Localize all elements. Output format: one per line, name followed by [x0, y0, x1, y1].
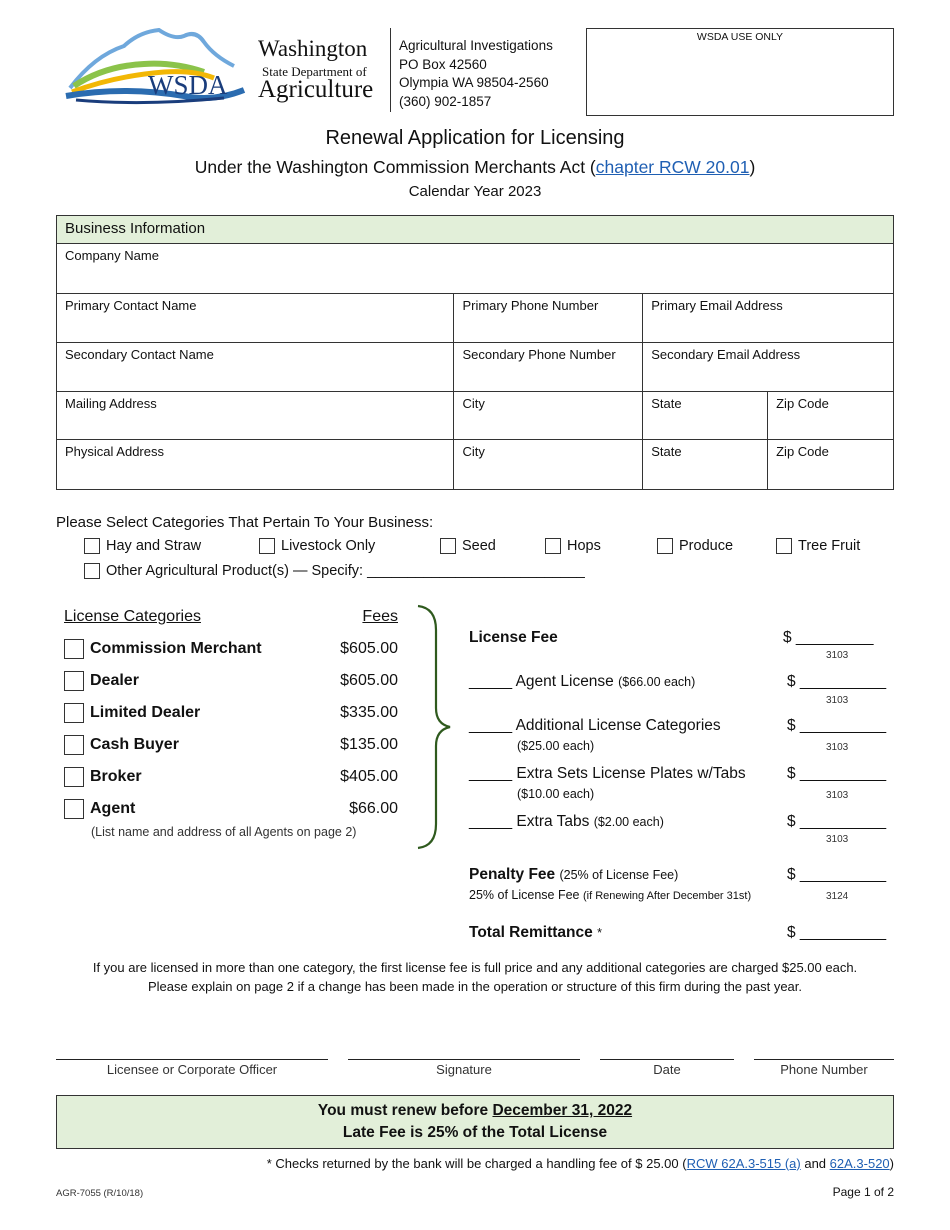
- business-info-header: Business Information: [57, 216, 894, 244]
- phone-line[interactable]: [754, 1059, 894, 1060]
- license-limited-dealer[interactable]: [64, 703, 398, 723]
- form-subtitle: [0, 157, 950, 178]
- org-name-line3: Agriculture: [258, 76, 374, 103]
- mailing-state-field[interactable]: State: [643, 392, 768, 440]
- use-only-label: WSDA USE ONLY: [696, 31, 784, 43]
- category-tree-fruit[interactable]: [776, 538, 860, 554]
- subtitle-close: ): [749, 157, 756, 177]
- signature-line[interactable]: [348, 1059, 580, 1060]
- address-line: PO Box 42560: [399, 56, 487, 72]
- extra-plates-rate: ($10.00 each): [517, 787, 595, 801]
- license-categories-heading: License Categories: [64, 608, 201, 625]
- mailing-address-field[interactable]: Mailing Address: [57, 392, 454, 440]
- subtitle-text: Under the Washington Commission Merchants Act (: [194, 157, 596, 177]
- license-fee: $605.00: [340, 672, 398, 689]
- rcw-520-link[interactable]: 62A.3-520: [829, 1156, 890, 1171]
- license-commission-merchant[interactable]: [64, 639, 398, 659]
- agent-license-amount[interactable]: $ __________: [787, 673, 887, 690]
- penalty-note-text: 25% of License Fee: [469, 888, 580, 902]
- penalty-fee-amount[interactable]: $ __________: [787, 866, 887, 883]
- officer-line[interactable]: [56, 1059, 328, 1060]
- extra-plates-label: Extra Sets License Plates w/Tabs: [516, 765, 746, 782]
- checkbox[interactable]: [64, 703, 84, 723]
- penalty-note: [469, 888, 751, 902]
- renewal-deadline: December 31, 2022: [492, 1102, 633, 1119]
- officer-label: Licensee or Corporate Officer: [106, 1062, 278, 1077]
- checks-note: [267, 1156, 894, 1171]
- address-line: Olympia WA 98504-2560: [399, 75, 549, 90]
- calendar-year: [0, 183, 950, 200]
- penalty-fee-code: 3124: [826, 891, 849, 902]
- license-fee-code: 3103: [826, 650, 849, 661]
- extra-plates-amount[interactable]: $ __________: [787, 765, 887, 782]
- additional-categories-rate: ($25.00 each): [517, 739, 595, 753]
- physical-state-field[interactable]: State: [643, 440, 768, 490]
- category-label: Livestock Only: [281, 538, 376, 554]
- category-other-label: Other Agricultural Product(s) — Specify: ___________________________: [106, 563, 585, 579]
- notes: [0, 958, 950, 996]
- secondary-email-field[interactable]: Secondary Email Address: [643, 343, 894, 392]
- license-name: Broker: [90, 768, 142, 786]
- business-info-table: [56, 215, 894, 490]
- categories-prompt: Please Select Categories That Pertain To Your Business:: [56, 514, 434, 531]
- license-name: Cash Buyer: [90, 736, 179, 754]
- license-cash-buyer[interactable]: [64, 735, 398, 755]
- checkbox[interactable]: [64, 767, 84, 787]
- category-seed[interactable]: [440, 538, 496, 554]
- checkbox[interactable]: [84, 563, 100, 579]
- checks-note-close: ): [889, 1156, 894, 1171]
- category-other[interactable]: [84, 563, 585, 579]
- phone-label: Phone Number: [780, 1062, 868, 1077]
- fees-heading: Fees: [362, 608, 398, 625]
- secondary-phone-field[interactable]: Secondary Phone Number: [454, 343, 643, 392]
- rcw-515-link[interactable]: RCW 62A.3-515 (a): [686, 1156, 801, 1171]
- license-fee-label: License Fee: [469, 629, 558, 646]
- category-hay[interactable]: [84, 538, 201, 554]
- primary-phone-field[interactable]: Primary Phone Number: [454, 294, 643, 343]
- extra-tabs-rate: ($2.00 each): [593, 815, 664, 829]
- checkbox[interactable]: [64, 639, 84, 659]
- address-line: Agricultural Investigations: [399, 38, 553, 53]
- agent-license-rate: ($66.00 each): [618, 675, 696, 689]
- physical-zip-field[interactable]: Zip Code: [768, 440, 894, 490]
- extra-plates-code: 3103: [826, 790, 849, 801]
- license-agent[interactable]: [64, 799, 398, 819]
- company-name-field[interactable]: Company Name: [57, 244, 894, 294]
- extra-plates-row: [469, 765, 746, 783]
- license-name: Limited Dealer: [90, 704, 201, 722]
- form-title: Renewal Application for Licensing: [325, 127, 625, 149]
- additional-categories-amount[interactable]: $ __________: [787, 717, 887, 734]
- org-name-line2: State Department of: [262, 64, 367, 79]
- additional-categories-row: [469, 717, 721, 735]
- note-line: If you are licensed in more than one category, the first license fee is full price and any additional categories are charged $25.00 each.: [92, 960, 858, 975]
- license-dealer[interactable]: [64, 671, 398, 691]
- category-label: Tree Fruit: [798, 538, 861, 554]
- primary-contact-field[interactable]: Primary Contact Name: [57, 294, 454, 343]
- penalty-fee-label: Penalty Fee: [469, 866, 556, 883]
- category-hops[interactable]: [545, 538, 601, 554]
- checkbox[interactable]: [84, 538, 100, 554]
- checkbox[interactable]: [259, 538, 275, 554]
- extra-tabs-code: 3103: [826, 834, 849, 845]
- category-livestock[interactable]: [259, 538, 375, 554]
- additional-qty-blank[interactable]: _____: [469, 717, 513, 734]
- signature-label: Signature: [436, 1062, 492, 1077]
- renewal-line1: [57, 1100, 893, 1122]
- license-fee: $135.00: [340, 736, 398, 753]
- additional-categories-code: 3103: [826, 742, 849, 753]
- agent-note: (List name and address of all Agents on page 2): [91, 825, 357, 839]
- license-fee: $405.00: [340, 768, 398, 785]
- checks-note-text: * Checks returned by the bank will be charged a handling fee of $ 25.00 (: [266, 1156, 687, 1171]
- license-fee: $335.00: [340, 704, 398, 721]
- physical-address-field[interactable]: Physical Address: [57, 440, 454, 490]
- checkbox[interactable]: [64, 735, 84, 755]
- form-id: AGR-7055 (R/10/18): [56, 1188, 144, 1199]
- total-remittance-row: [469, 924, 602, 942]
- checkbox[interactable]: [64, 671, 84, 691]
- penalty-note-small: (if Renewing After December 31st): [582, 890, 752, 902]
- total-remittance-label: Total Remittance: [469, 924, 593, 941]
- address-line: (360) 902-1857: [399, 93, 492, 109]
- license-broker[interactable]: [64, 767, 398, 787]
- total-remittance-amount[interactable]: $ __________: [787, 924, 887, 941]
- late-fee-line: Late Fee is 25% of the Total License: [342, 1124, 608, 1141]
- extra-tabs-row: [469, 813, 664, 831]
- brace-icon: [414, 604, 454, 850]
- renewal-prefix: You must renew before: [317, 1102, 489, 1119]
- agent-license-row: [469, 673, 695, 691]
- calendar-year-label: Calendar Year: [408, 183, 504, 200]
- physical-city-field[interactable]: City: [454, 440, 643, 490]
- extra-tabs-amount[interactable]: $ __________: [787, 813, 887, 830]
- wsda-logo: [64, 26, 254, 106]
- checkbox[interactable]: [64, 799, 84, 819]
- org-name-line1: Washington: [258, 36, 368, 61]
- logo-text: WSDA: [148, 70, 228, 100]
- date-line[interactable]: [600, 1059, 734, 1060]
- header-divider: [390, 28, 391, 112]
- primary-email-field[interactable]: Primary Email Address: [643, 294, 894, 343]
- agent-license-label: Agent License: [515, 673, 614, 690]
- date-label: Date: [653, 1062, 681, 1077]
- plates-qty-blank[interactable]: _____: [469, 765, 513, 782]
- category-label: Seed: [462, 538, 496, 554]
- penalty-fee-row: [469, 866, 678, 884]
- extra-tabs-label: Extra Tabs: [516, 813, 590, 830]
- license-fee: $605.00: [340, 640, 398, 657]
- note-line: Please explain on page 2 if a change has been made in the operation or structure of this firm during the past year.: [147, 979, 803, 994]
- license-name: Commission Merchant: [90, 640, 262, 658]
- checkbox[interactable]: [545, 538, 561, 554]
- checkbox[interactable]: [657, 538, 673, 554]
- rcw-chapter-link[interactable]: chapter RCW 20.01: [595, 157, 750, 177]
- license-fee: $66.00: [349, 800, 398, 817]
- calendar-year-value: 2023: [507, 183, 542, 200]
- agent-qty-blank[interactable]: _____: [469, 673, 513, 690]
- category-label: Hops: [567, 538, 601, 554]
- agent-license-code: 3103: [826, 695, 849, 706]
- checks-note-and: and: [800, 1156, 830, 1171]
- page-number: Page 1 of 2: [832, 1185, 894, 1199]
- checkbox[interactable]: [776, 538, 792, 554]
- tabs-qty-blank[interactable]: _____: [469, 813, 513, 830]
- mailing-zip-field[interactable]: Zip Code: [768, 392, 894, 440]
- penalty-fee-rate: (25% of License Fee): [559, 868, 679, 882]
- license-name: Agent: [90, 800, 136, 818]
- wsda-use-only-box: [586, 28, 894, 116]
- license-name: Dealer: [90, 672, 139, 690]
- category-label: Produce: [679, 538, 734, 554]
- secondary-contact-field[interactable]: Secondary Contact Name: [57, 343, 454, 392]
- mailing-city-field[interactable]: City: [454, 392, 643, 440]
- category-label: Hay and Straw: [106, 538, 202, 554]
- agency-address: [399, 37, 553, 111]
- checkbox[interactable]: [440, 538, 456, 554]
- total-star: *: [597, 926, 602, 940]
- renewal-notice: [56, 1095, 894, 1149]
- additional-categories-label: Additional License Categories: [515, 717, 721, 734]
- category-produce[interactable]: [657, 538, 733, 554]
- license-fee-amount[interactable]: $ _________: [783, 629, 874, 646]
